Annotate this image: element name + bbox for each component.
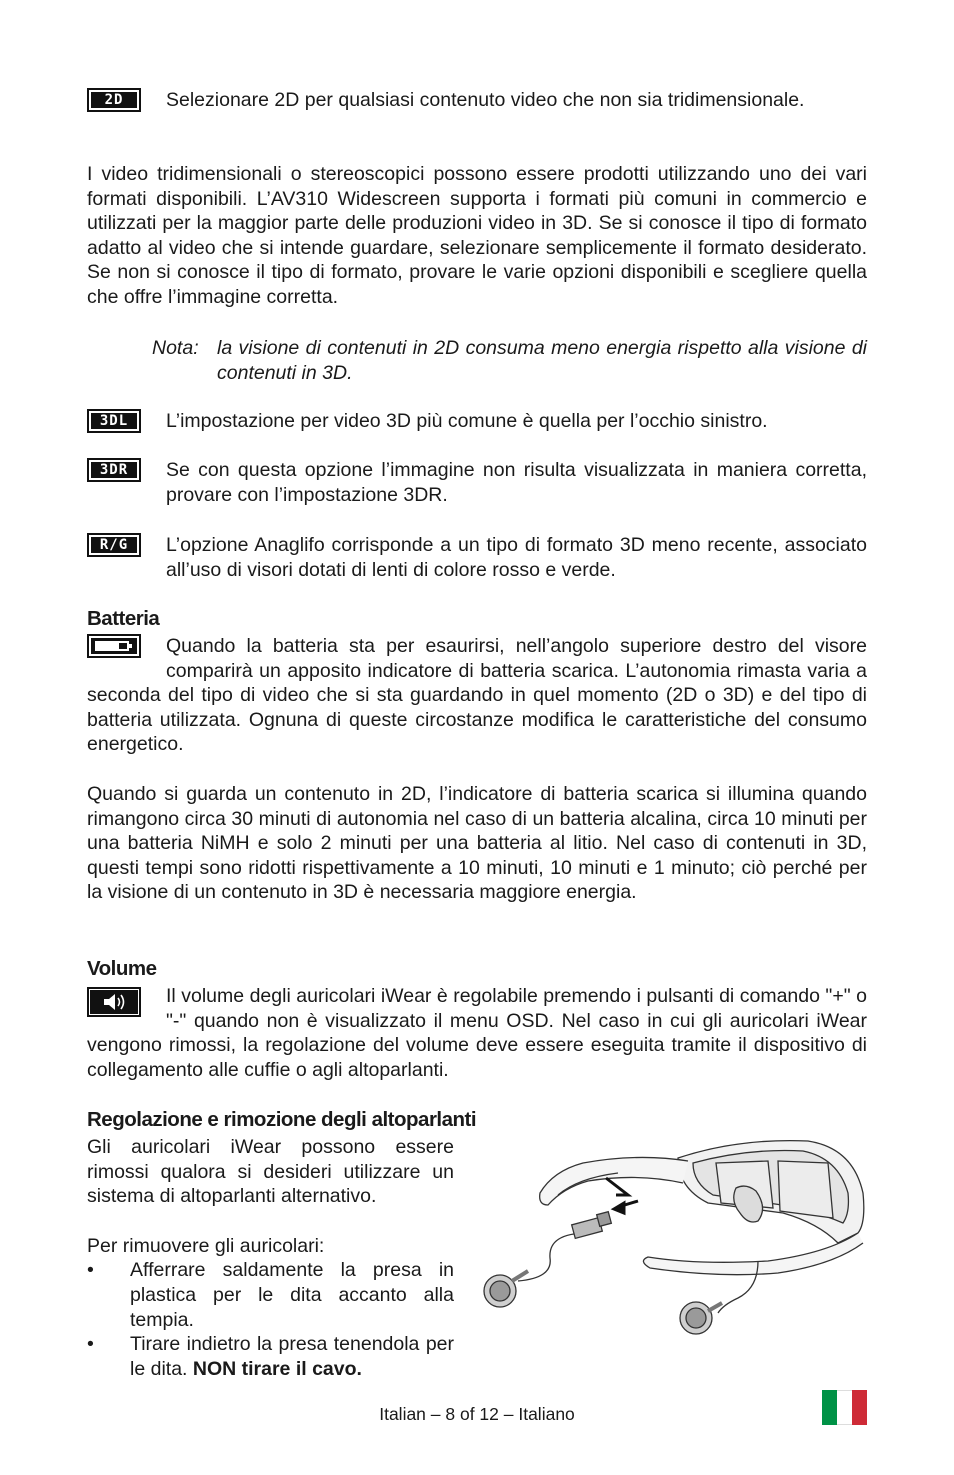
- speaker-icon: [87, 987, 141, 1017]
- mode-3dr-label: 3DR: [91, 462, 137, 478]
- battery-low-icon-glyph: [91, 638, 137, 654]
- volume-paragraph-text: Il volume degli auricolari iWear è regolabile premendo i pulsanti di comando "+" o "-" quando non è visualizzato il menu OSD. Nel caso in cui gli auricolari iWear vengono rimossi, la regolazione del volume deve essere eseguita tramite il dispositivo di collegamento alle cuffie o agli altoparlanti.: [87, 985, 867, 1081]
- bullet-text-2-bold: NON tirare il cavo.: [192, 1357, 362, 1380]
- battery-low-icon: [87, 634, 141, 658]
- battery-paragraph-1: [87, 634, 867, 757]
- speakers-heading: Regolazione e rimozione degli altoparlanti: [87, 1108, 477, 1131]
- flag-stripe-white: [837, 1390, 852, 1425]
- volume-paragraph: [87, 984, 867, 1082]
- speakers-paragraph-2: Per rimuovere gli auricolari:: [87, 1234, 325, 1257]
- mode-2d-text: Selezionare 2D per qualsiasi contenuto video che non sia tridimensionale.: [166, 89, 805, 111]
- battery-paragraph-2: Quando si guarda un contenuto in 2D, l’indicatore di batteria scarica si illumina quando rimangono circa 30 minuti di autonomia nel caso di un batteria alcalina, circa 10 minuti per una batteria NiMH e solo 2 minuti per una batteria al litio. Nel caso di contenuti in 3D, questi tempi sono ridotti rispettivamente a 10 minuti, 10 minuti e 1 minuto; ciò perché per la visione di un contenuto in 3D è necessaria maggiore energia.: [87, 783, 867, 904]
- speakers-text-column: [87, 1135, 454, 1381]
- bullet-text-1: Afferrare saldamente la presa in plastica per le dita accanto alla tempia.: [130, 1259, 454, 1331]
- mode-3dr-row: [87, 458, 867, 507]
- italian-flag-icon: [822, 1390, 867, 1425]
- page-footer: Italian – 8 of 12 – Italiano: [379, 1404, 575, 1424]
- mode-rg-row: [87, 533, 867, 582]
- mode-3dl-icon: [87, 409, 141, 433]
- bullet-item-1: [87, 1258, 454, 1332]
- speakers-paragraph-1: Gli auricolari iWear possono essere rimossi qualora si desideri utilizzare un sistema di altoparlanti alternativo.: [87, 1136, 454, 1208]
- bullet-item-2: [87, 1332, 454, 1381]
- battery-icon-wrap: [87, 634, 166, 682]
- mode-rg-text: L’opzione Anaglifo corrisponde a un tipo di formato 3D meno recente, associato all’uso di visori dotati di lenti di colore rosso e verde.: [166, 534, 867, 581]
- mode-3dl-text: L’impostazione per video 3D più comune è quella per l’occhio sinistro.: [166, 410, 768, 432]
- volume-icon-wrap: [87, 984, 166, 1032]
- mode-3dr-text: Se con questa opzione l’immagine non risulta visualizzata in maniera corretta, provare con l’impostazione 3DR.: [166, 459, 867, 506]
- mode-2d-icon: [87, 88, 141, 112]
- note-body: la visione di contenuti in 2D consuma meno energia rispetto alla visione di contenuti in 3D.: [217, 337, 867, 384]
- mode-2d-label: 2D: [91, 92, 137, 108]
- note-label: Nota:: [152, 337, 199, 359]
- glasses-illustration: [478, 1133, 868, 1343]
- mode-2d-row: [87, 88, 867, 113]
- mode-rg-label: R/G: [91, 537, 137, 553]
- bullet-text-2-regular: Tirare indietro la presa tenendola per le dita.: [130, 1333, 454, 1380]
- mode-3dl-label: 3DL: [91, 413, 137, 429]
- bullet-text-2: [130, 1332, 454, 1381]
- battery-paragraph-1-text: Quando la batteria sta per esaurirsi, nell’angolo superiore destro del visore comparirà un apposito indicatore di batteria scarica. L’autonomia rimasta varia a seconda del tipo di video che si sta guardando in quel momento (2D o 3D) e del tipo di batteria utilizzata. Ognuna di queste circostanze modifica le caratteristiche del consumo energetico.: [87, 635, 867, 756]
- bullet-symbol: •: [87, 1259, 94, 1282]
- volume-heading: Volume: [87, 957, 157, 980]
- bullet-symbol: •: [87, 1333, 94, 1356]
- flag-stripe-red: [852, 1390, 867, 1425]
- battery-heading: Batteria: [87, 607, 160, 630]
- intro-3d-paragraph: I video tridimensionali o stereoscopici possono essere prodotti utilizzando uno dei vari formati disponibili. L’AV310 Widescreen supporta i formati più comuni in commercio e utilizzati per la maggior parte delle produzioni video in 3D. Se si conosce il tipo di formato adatto al video che si intende guardare, selezionare semplicemente il formato desiderato. Se non si conosce il tipo di formato, provare le varie opzioni disponibili e scegliere quella che offre l’immagine corretta.: [87, 163, 867, 308]
- mode-3dl-row: [87, 409, 867, 434]
- speaker-icon-glyph: [90, 990, 138, 1014]
- flag-stripe-green: [822, 1390, 837, 1425]
- mode-3dr-icon: [87, 458, 141, 482]
- note: [152, 336, 867, 385]
- mode-rg-icon: [87, 533, 141, 557]
